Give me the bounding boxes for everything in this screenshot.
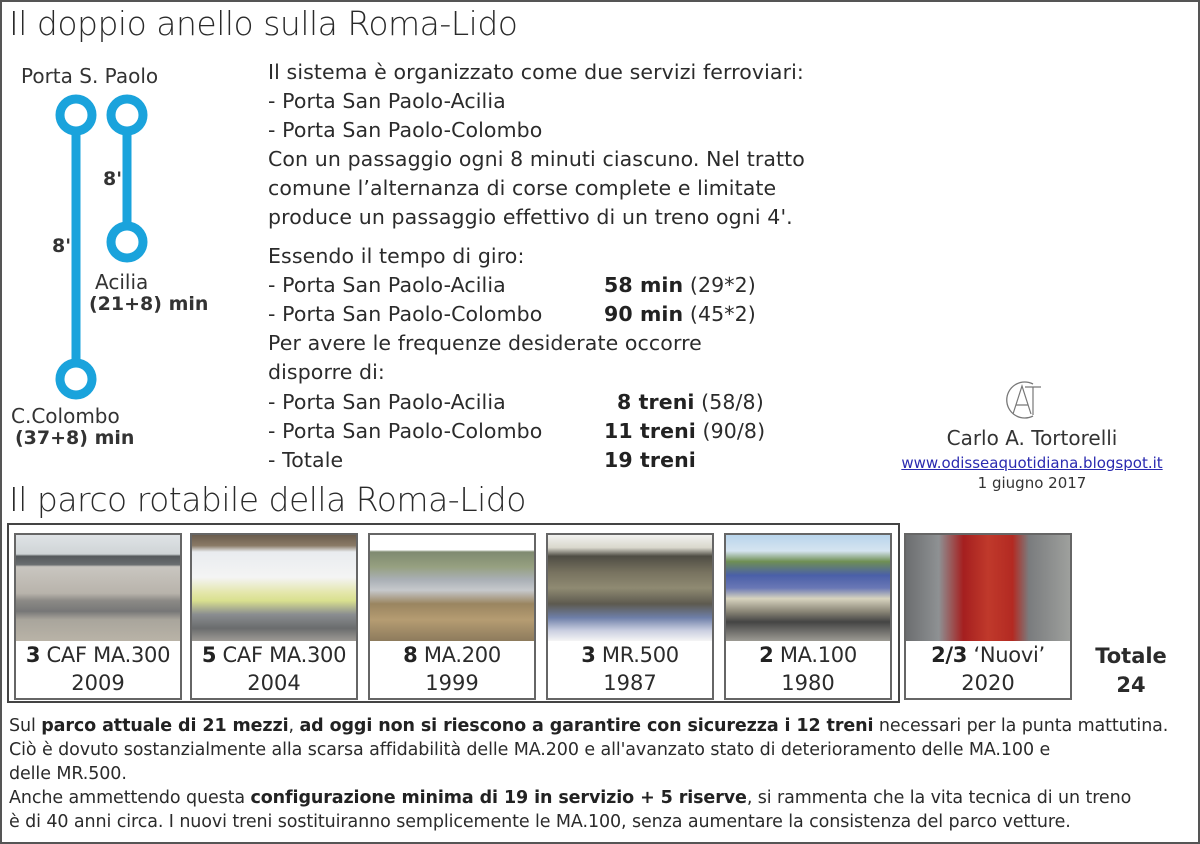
needs-row-value: 11 treni (90/8) bbox=[604, 419, 766, 443]
headway-label-acilia: 8' bbox=[103, 168, 123, 190]
line-diagram bbox=[0, 60, 260, 460]
fleet-card: 5 CAF MA.300 2004 bbox=[190, 533, 358, 700]
needs-row-label: - Porta San Paolo-Acilia bbox=[268, 390, 506, 414]
train-photo-ma200 bbox=[370, 535, 534, 641]
fleet-total: Totale 24 bbox=[1095, 644, 1167, 697]
notes-paragraph: Sul parco attuale di 21 mezzi, ad oggi non si riescono a garantire con sicurezza i 12 treni necessari per la punta mattutina. Ciò è dovuto sostanzialmente alla scarsa affidabilità delle MA.200 e all'avanzato stato di deterioramento delle MA.100 e delle MR.500. Anche ammettendo questa configurazione minima di 19 in servizio + 5 riserve, si rammenta che la vita tecnica di un treno è di 40 anni circa. I nuovi treni sostituiranno semplicemente le MA.100, senza aumentare la consistenza del parco vetture. bbox=[9, 716, 1169, 832]
fleet-card: 2 MA.100 1980 bbox=[724, 533, 892, 700]
giro-row-value: 90 min (45*2) bbox=[604, 302, 756, 326]
station-colombo-icon bbox=[60, 363, 92, 395]
station-label-acilia: Acilia bbox=[95, 270, 149, 294]
publication-date: 1 giugno 2017 bbox=[977, 474, 1087, 492]
fleet-card: 2/3 ‘Nuovi’ 2020 bbox=[904, 533, 1072, 700]
needs-row-value: 19 treni bbox=[604, 448, 696, 472]
blog-link[interactable]: www.odisseaquotidiana.blogspot.it bbox=[901, 454, 1163, 472]
headway-label-colombo: 8' bbox=[52, 235, 72, 257]
giro-heading: Essendo il tempo di giro: bbox=[268, 244, 525, 268]
needs-row-value: 8 treni (58/8) bbox=[617, 390, 764, 414]
intro-text: Il sistema è organizzato come due servizi ferroviari: - Porta San Paolo-Acilia - Porta San Paolo-Colombo Con un passaggio ogni 8 minuti ciascuno. Nel tratto comune l’alternanza di corse complete e limitate produce un passaggio effettivo di un treno ogni 4'. bbox=[268, 60, 805, 229]
station-porta-san-paolo-a-icon bbox=[60, 99, 92, 131]
section-title-double-loop: Il doppio anello sulla Roma-Lido bbox=[9, 4, 518, 43]
station-label-colombo: C.Colombo bbox=[11, 404, 120, 428]
author-name: Carlo A. Tortorelli bbox=[946, 426, 1118, 450]
needs-heading: Per avere le frequenze desiderate occorre disporre di: bbox=[268, 331, 702, 384]
train-photo-ma100 bbox=[726, 535, 890, 641]
station-acilia-icon bbox=[111, 226, 143, 258]
giro-row-label: - Porta San Paolo-Colombo bbox=[268, 302, 543, 326]
fleet-card: 3 CAF MA.300 2009 bbox=[14, 533, 182, 700]
station-label-porta-san-paolo: Porta S. Paolo bbox=[21, 64, 159, 88]
section-title-rolling-stock: Il parco rotabile della Roma-Lido bbox=[9, 480, 526, 519]
author-logo-icon bbox=[1003, 378, 1045, 422]
train-photo-nuovi bbox=[906, 535, 1070, 641]
needs-row-label: - Totale bbox=[268, 448, 344, 472]
train-photo-mr500 bbox=[548, 535, 712, 641]
station-time-acilia: (21+8) min bbox=[89, 293, 209, 315]
station-time-colombo: (37+8) min bbox=[15, 427, 135, 449]
needs-row-label: - Porta San Paolo-Colombo bbox=[268, 419, 543, 443]
station-porta-san-paolo-b-icon bbox=[111, 99, 143, 131]
fleet-card: 8 MA.200 1999 bbox=[368, 533, 536, 700]
fleet-card: 3 MR.500 1987 bbox=[546, 533, 714, 700]
giro-row-value: 58 min (29*2) bbox=[604, 273, 756, 297]
train-photo-caf-ma300-2004 bbox=[192, 535, 356, 641]
giro-row-label: - Porta San Paolo-Acilia bbox=[268, 273, 506, 297]
train-photo-caf-ma300-2009 bbox=[16, 535, 180, 641]
